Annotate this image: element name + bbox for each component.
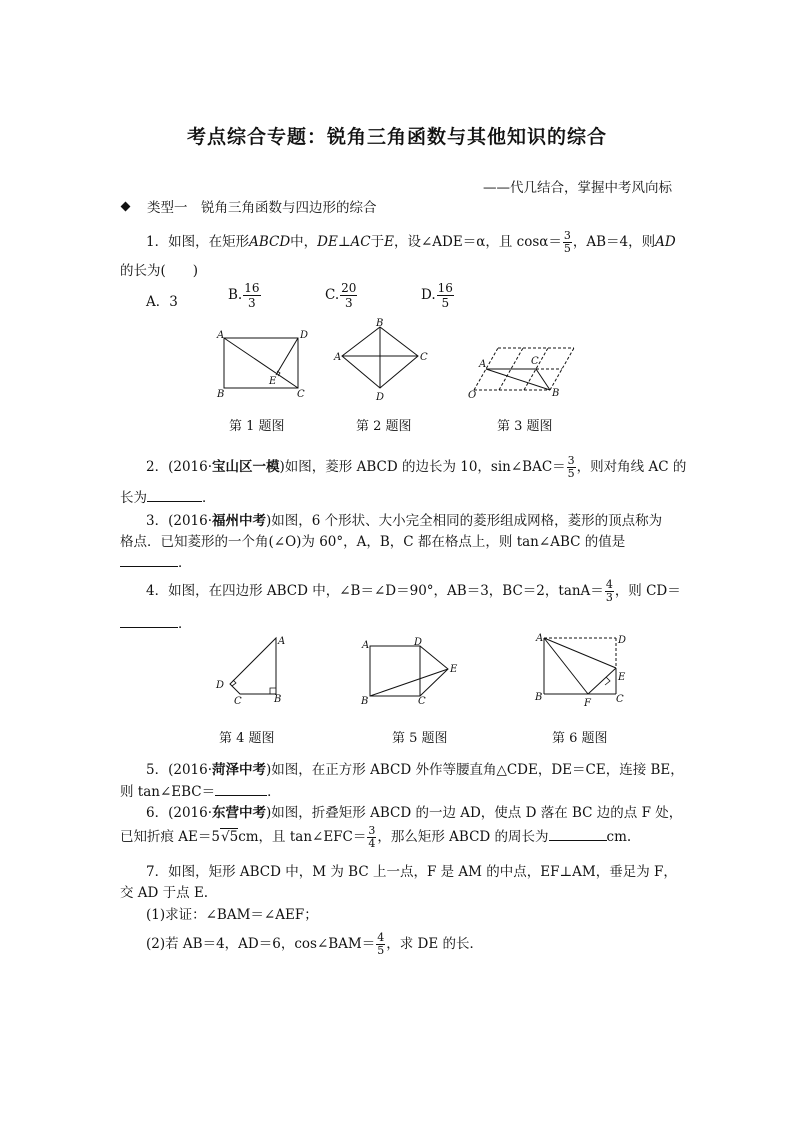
q3-line1: 3．(2016·福州中考)如图，6 个形状、大小完全相同的菱形组成网格，菱形的顶点称为 — [146, 513, 663, 529]
fig1-label-e: E — [269, 376, 277, 387]
fig3-label-c: C — [531, 356, 539, 367]
q1-option-b: B. $\frac{16}{3}$ — [228, 281, 260, 310]
figure-1 — [214, 326, 310, 402]
q6-answer-blank[interactable] — [549, 828, 607, 841]
fig5-label-c: C — [418, 696, 426, 707]
q2-line2: 长为 ． — [120, 490, 216, 506]
fig2-label-d: D — [376, 392, 385, 403]
q7-line2: 交 AD 于点 E. — [120, 885, 209, 901]
q3-line3: ． — [120, 551, 192, 571]
fig1-label-b: B — [217, 389, 225, 400]
q4-line1: 4．如图，在四边形 ABCD 中，∠B＝∠D＝90°，AB＝3，BC＝2，tanA＝ $\frac{4}{3}$ ，则 CD＝ — [146, 578, 681, 604]
fig5-segment-be — [370, 669, 448, 696]
fig4-label-d: D — [216, 680, 225, 691]
section-label: 类型一 锐角三角函数与四边形的综合 — [147, 200, 377, 216]
fig3-segment-ab — [486, 369, 550, 390]
fig6-label-c: C — [616, 694, 624, 705]
fig1-label-a: A — [217, 330, 225, 341]
caption-fig5: 第 5 题图 — [392, 731, 448, 746]
fig1-label-d: D — [300, 330, 309, 341]
q2-answer-blank[interactable] — [147, 489, 202, 502]
fig6-label-a: A — [536, 633, 544, 644]
fig3-label-a: A — [479, 359, 487, 370]
fig6-segment-af — [544, 638, 588, 694]
caption-fig2: 第 2 题图 — [356, 419, 412, 434]
q1-fraction: $\frac{3}{5}$ — [563, 229, 571, 255]
fig5-label-d: D — [414, 637, 423, 648]
fig6-label-e: E — [618, 672, 626, 683]
figure-4 — [210, 632, 290, 708]
figure-5 — [356, 636, 466, 708]
fig2-label-c: C — [420, 352, 428, 363]
q2-line1: 2．(2016·宝山区一模)如图，菱形 ABCD 的边长为 10，sin∠BAC＝ $\frac{3}{5}$ ，则对角线 AC 的 — [146, 454, 687, 480]
fig2-label-a: A — [334, 352, 342, 363]
fig4-label-b: B — [274, 694, 282, 705]
q7-line1: 7．如图，矩形 ABCD 中，M 为 BC 上一点，F 是 AM 的中点，EF⊥AM，垂足为 F， — [146, 864, 677, 880]
fig3-label-b: B — [552, 388, 560, 399]
caption-fig4: 第 4 题图 — [219, 731, 275, 746]
fig6-segment-fe — [588, 668, 616, 694]
q1-option-c: C. $\frac{20}{3}$ — [325, 281, 357, 310]
caption-fig1: 第 1 题图 — [229, 419, 285, 434]
figure-2 — [330, 316, 430, 404]
q4-answer-blank[interactable] — [120, 615, 178, 628]
fig5-label-a: A — [362, 640, 370, 651]
caption-fig6: 第 6 题图 — [552, 731, 608, 746]
sqrt-symbol: √5 — [220, 829, 239, 845]
fig6-fold-ae — [544, 638, 616, 668]
fig4-label-a: A — [278, 636, 286, 647]
q6-line1: 6．(2016·东营中考)如图，折叠矩形 ABCD 的一边 AD，使点 D 落在 BC 边的点 F 处， — [146, 805, 683, 821]
q7-part2: (2)若 AB＝4，AD＝6，cos∠BAM＝ $\frac{4}{5}$ ，求 DE 的长． — [146, 931, 484, 957]
fig3-segment-cb — [536, 369, 550, 390]
q5-answer-blank[interactable] — [215, 783, 267, 796]
figure-6 — [530, 630, 630, 710]
q3-answer-blank[interactable] — [120, 554, 178, 567]
fig5-triangle — [420, 646, 448, 696]
fig2-label-b: B — [376, 318, 384, 329]
q1-option-d: D. $\frac{16}{5}$ — [421, 281, 453, 310]
q1-option-a: A．3 — [146, 294, 178, 310]
fig5-square — [370, 646, 420, 696]
q1-line1: 1．如图，在矩形ABCD中，DE⊥AC于E，设∠ADE＝α，且 cosα＝ $\frac{3}{5}$ ，AB＝4，则AD — [146, 229, 676, 255]
fig1-diagonal-ac — [224, 338, 298, 388]
figure-3 — [464, 340, 580, 402]
fig1-label-c: C — [297, 389, 305, 400]
caption-fig3: 第 3 题图 — [497, 419, 553, 434]
fig4-quadrilateral — [230, 638, 276, 694]
q7-part1: (1)求证：∠BAM＝∠AEF； — [146, 907, 318, 923]
subtitle: ——代几结合，掌握中考风向标 — [483, 180, 672, 196]
fig3-label-o: O — [468, 390, 477, 401]
q1-line2: 的长为( ) — [120, 263, 199, 279]
diamond-bullet-icon — [121, 202, 131, 212]
q4-line2: ． — [120, 612, 192, 632]
fig6-label-d: D — [618, 635, 627, 646]
fig6-label-f: F — [584, 698, 591, 709]
fig1-segment-de — [276, 338, 298, 375]
q6-line2: 已知折痕 AE＝5√5cm，且 tan∠EFC＝ $\frac{3}{4}$ ，那么矩形 ABCD 的周长为 cm. — [120, 824, 632, 850]
page-title: 考点综合专题：锐角三角函数与其他知识的综合 — [186, 126, 607, 148]
q5-line2: 则 tan∠EBC＝ ． — [120, 784, 281, 800]
fig5-label-e: E — [450, 664, 458, 675]
fig4-label-c: C — [234, 696, 242, 707]
q5-line1: 5．(2016·菏泽中考)如图，在正方形 ABCD 外作等腰直角△CDE，DE＝CE，连接 BE， — [146, 762, 684, 778]
section-heading — [122, 196, 377, 216]
fig5-label-b: B — [361, 696, 369, 707]
q3-line2: 格点．已知菱形的一个角(∠O)为 60°，A，B，C 都在格点上，则 tan∠ABC 的值是 — [120, 534, 626, 550]
fig6-label-b: B — [535, 692, 543, 703]
